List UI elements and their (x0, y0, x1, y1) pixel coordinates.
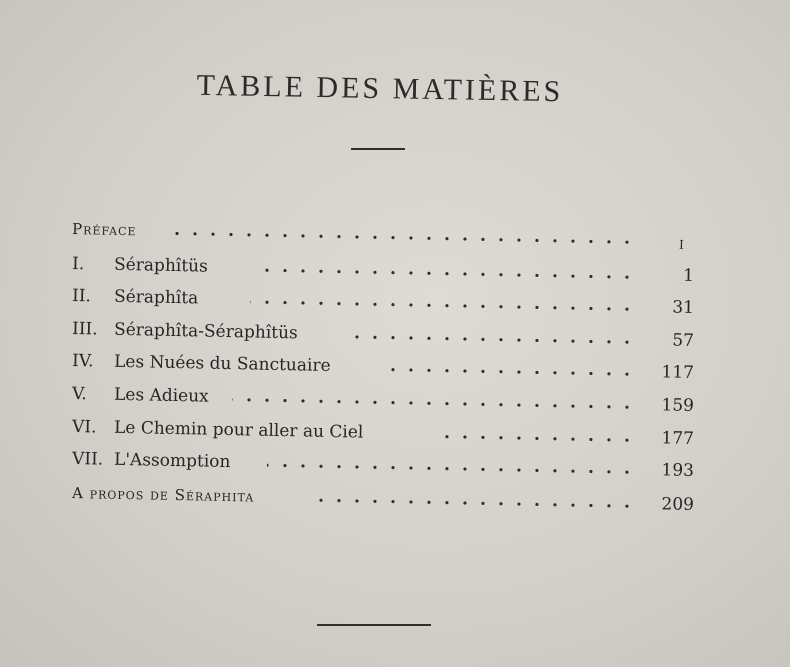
dot-leader (232, 398, 636, 409)
toc-entry-label: A propos de Séraphita (71, 484, 255, 506)
toc-entry-text (72, 383, 209, 408)
toc-entry-number: VII. (71, 449, 104, 470)
toc-entry-page: I (679, 237, 685, 252)
toc-entry-text (72, 350, 331, 377)
closing-rule (317, 624, 431, 626)
toc-entry-page: 1 (682, 265, 695, 286)
toc-entry-text (72, 253, 208, 278)
toc-entry-page: 209 (661, 494, 695, 515)
toc-entry-label: Les Adieux (113, 384, 209, 407)
toc-entry-page: 57 (672, 330, 695, 351)
toc-entry-page: 31 (672, 297, 695, 318)
toc-entry-label: L'Assomption (113, 449, 231, 473)
toc-entry-page: 159 (661, 395, 695, 416)
toc-entry-number: II. (71, 286, 92, 307)
toc-entry-number: I. (71, 254, 85, 275)
toc-entry-label: Le Chemin pour aller au Ciel (113, 417, 364, 443)
toc-entry-text (72, 318, 298, 344)
dot-leader (384, 368, 636, 376)
dot-leader (164, 232, 636, 244)
dot-leader (267, 464, 636, 474)
dot-leader (312, 499, 636, 508)
toc-entry-number: V. (71, 384, 87, 405)
toc-entry-label: Les Nuées du Sanctuaire (113, 351, 331, 376)
toc-entry-label: Préface (71, 220, 137, 240)
dot-leader (354, 335, 636, 343)
toc-entry-label: Séraphîta (113, 286, 199, 309)
toc-entry-apropos (72, 482, 694, 524)
toc-entry-page: 193 (661, 460, 695, 481)
toc-entry-page: 117 (661, 362, 695, 383)
toc-entry-number: IV. (71, 351, 94, 372)
toc-entry-preface (72, 218, 694, 260)
toc-entry-text (72, 285, 199, 309)
toc-entry-page: 177 (661, 428, 695, 449)
toc-entry-number: III. (71, 319, 98, 340)
toc-entry-label: Séraphîta-Séraphîtüs (113, 319, 298, 344)
page-title: TABLE DES MATIÈRES (196, 68, 564, 109)
toc-entry-text (72, 416, 364, 444)
table-of-contents (72, 0, 702, 667)
dot-leader (442, 435, 636, 442)
dot-leader (250, 300, 636, 310)
toc-entry-number: VI. (71, 417, 97, 438)
dot-leader (262, 269, 636, 279)
toc-entry-label: Séraphîtüs (113, 254, 208, 277)
toc-entry-text (72, 448, 231, 473)
